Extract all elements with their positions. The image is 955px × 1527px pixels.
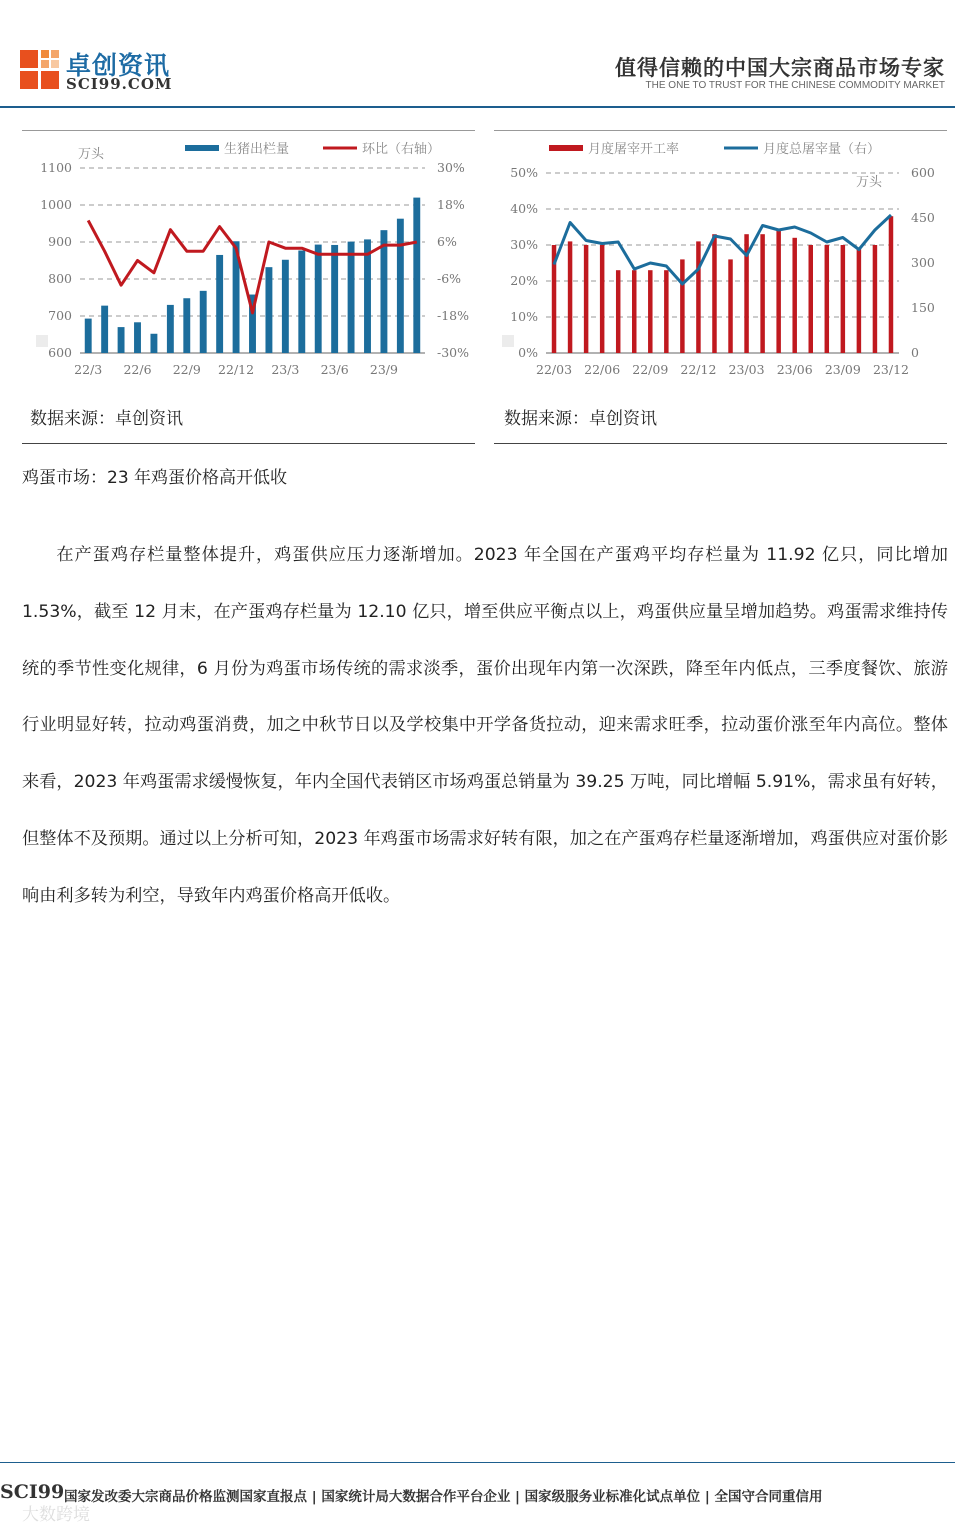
y2-tick-label: 18%: [437, 197, 465, 212]
bar: [680, 259, 684, 353]
y2-tick-label: 600: [911, 165, 935, 180]
x-tick-label: 23/03: [728, 362, 765, 377]
bar: [364, 239, 371, 353]
y-tick-label: 30%: [510, 237, 538, 252]
x-tick-label: 22/9: [172, 362, 201, 377]
slogan: 值得信赖的中国大宗商品市场专家: [615, 56, 945, 80]
x-tick-label: 22/3: [74, 362, 103, 377]
bar: [183, 298, 190, 353]
x-tick-label: 22/6: [123, 362, 152, 377]
y-tick-label: 50%: [510, 165, 538, 180]
bar: [298, 251, 305, 353]
watermark: 大数跨境: [22, 1505, 90, 1525]
bar: [825, 245, 829, 353]
right-chart-bottom-rule: [494, 443, 947, 444]
left-chart-svg: [22, 130, 475, 390]
x-tick-label: 22/06: [584, 362, 621, 377]
section-title: 鸡蛋市场：23 年鸡蛋价格高开低收: [22, 468, 288, 488]
y2-tick-label: 300: [911, 255, 935, 270]
header-divider: [0, 106, 955, 108]
bar: [413, 198, 420, 353]
bar: [200, 291, 207, 353]
y2-tick-label: -30%: [437, 345, 470, 360]
x-tick-label: 22/03: [536, 362, 573, 377]
bar: [216, 255, 223, 353]
unit-label: 万头: [78, 147, 105, 162]
x-tick-label: 23/06: [776, 362, 813, 377]
bar: [167, 305, 174, 353]
bar: [397, 219, 404, 353]
bar: [282, 260, 289, 353]
legend-label-line: 月度总屠宰量（右）: [763, 142, 881, 157]
bar: [696, 241, 700, 353]
series-line: [554, 215, 891, 284]
bar: [331, 245, 338, 353]
y2-tick-label: 150: [911, 300, 935, 315]
bar: [728, 259, 732, 353]
y-tick-label: 800: [48, 271, 72, 286]
x-tick-label: 23/09: [824, 362, 861, 377]
y2-tick-label: 6%: [437, 234, 457, 249]
left-chart: [22, 130, 475, 390]
bar: [889, 216, 893, 353]
bar: [584, 245, 588, 353]
slogan-english: THE ONE TO TRUST FOR THE CHINESE COMMODITY MARKET: [645, 80, 945, 91]
y-tick-label: 10%: [510, 309, 538, 324]
watermark-logo-icon: [36, 335, 48, 347]
y2-tick-label: -18%: [437, 308, 470, 323]
bar: [85, 319, 92, 353]
sci99-logo-icon: [20, 50, 60, 90]
bar: [568, 241, 572, 353]
bar: [315, 245, 322, 353]
bar: [380, 230, 387, 353]
bar: [600, 245, 604, 353]
bar: [616, 270, 620, 353]
bar: [348, 242, 355, 353]
bar: [760, 234, 764, 353]
legend-label-line: 环比（右轴）: [362, 142, 441, 157]
y-tick-label: 700: [48, 308, 72, 323]
y-tick-label: 0%: [518, 345, 538, 360]
y-tick-label: 20%: [510, 273, 538, 288]
body-paragraph: 在产蛋鸡存栏量整体提升，鸡蛋供应压力逐渐增加。2023 年全国在产蛋鸡平均存栏量为 11.92 亿只，同比增加 1.53%，截至 12 月末，在产蛋鸡存栏量为 12.10 亿只，增至供应平衡点以上，鸡蛋供应量呈增加趋势。鸡蛋需求维持传统的季节性变化规律，6 月份为鸡蛋市场传统的需求淡季，蛋价出现年内第一次深跌，降至年内低点，三季度餐饮、旅游行业明显好转，拉动鸡蛋消费，加之中秋节日以及学校集中开学备货拉动，迎来需求旺季，拉动蛋价涨至年内高位。整体来看，2023 年鸡蛋需求缓慢恢复，年内全国代表销区市场鸡蛋总销量为 39.25 万吨，同比增幅 5.91%，需求虽有好转，但整体不及预期。通过以上分析可知，2023 年鸡蛋市场需求好转有限，加之在产蛋鸡存栏量逐渐增加，鸡蛋供应对蛋价影响由利多转为利空，导致年内鸡蛋价格高开低收。: [22, 545, 948, 906]
legend-swatch-bars: [185, 145, 219, 151]
footer-divider: [0, 1462, 955, 1463]
x-tick-label: 23/9: [369, 362, 398, 377]
bar: [712, 234, 716, 353]
footer-credentials: 国家发改委大宗商品价格监测国家直报点 | 国家统计局大数据合作平台企业 | 国家级服务业标准化试点单位 | 全国守合同重信用: [64, 1489, 823, 1505]
logo-text: 卓创资讯: [66, 51, 171, 80]
logo-url: SCI99.COM: [66, 75, 173, 93]
x-tick-label: 22/09: [632, 362, 669, 377]
right-chart: [494, 130, 947, 390]
unit-label: 万头: [856, 175, 883, 190]
bar: [857, 249, 861, 353]
legend-label-bars: 月度屠宰开工率: [588, 142, 680, 157]
right-chart-source: 数据来源：卓创资讯: [504, 409, 657, 429]
bar: [809, 245, 813, 353]
legend-label-bars: 生猪出栏量: [224, 142, 290, 157]
bar: [101, 306, 108, 353]
bar: [776, 231, 780, 353]
y-tick-label: 600: [48, 345, 72, 360]
y2-tick-label: 0: [911, 345, 919, 360]
bar: [134, 322, 141, 353]
bar: [150, 334, 157, 353]
y-tick-label: 900: [48, 234, 72, 249]
y-tick-label: 1000: [40, 197, 72, 212]
bar: [841, 245, 845, 353]
x-tick-label: 22/12: [680, 362, 717, 377]
page-header: [0, 0, 955, 106]
watermark-logo-icon: [502, 335, 514, 347]
x-tick-label: 23/12: [872, 362, 909, 377]
bar: [873, 245, 877, 353]
bar: [664, 270, 668, 353]
x-tick-label: 23/6: [320, 362, 349, 377]
y2-tick-label: 450: [911, 210, 935, 225]
left-chart-bottom-rule: [22, 443, 475, 444]
legend-swatch-bars: [549, 145, 583, 151]
y2-tick-label: -6%: [437, 271, 462, 286]
bar: [648, 270, 652, 353]
bar: [792, 238, 796, 353]
bar: [632, 270, 636, 353]
y-tick-label: 1100: [40, 160, 72, 175]
y-tick-label: 40%: [510, 201, 538, 216]
x-tick-label: 22/12: [218, 362, 255, 377]
right-chart-svg: [494, 130, 947, 390]
bar: [118, 327, 125, 353]
x-tick-label: 23/3: [271, 362, 300, 377]
bar: [265, 267, 272, 353]
footer-logo: SCI99: [0, 1481, 65, 1503]
left-chart-source: 数据来源：卓创资讯: [30, 409, 183, 429]
y2-tick-label: 30%: [437, 160, 465, 175]
